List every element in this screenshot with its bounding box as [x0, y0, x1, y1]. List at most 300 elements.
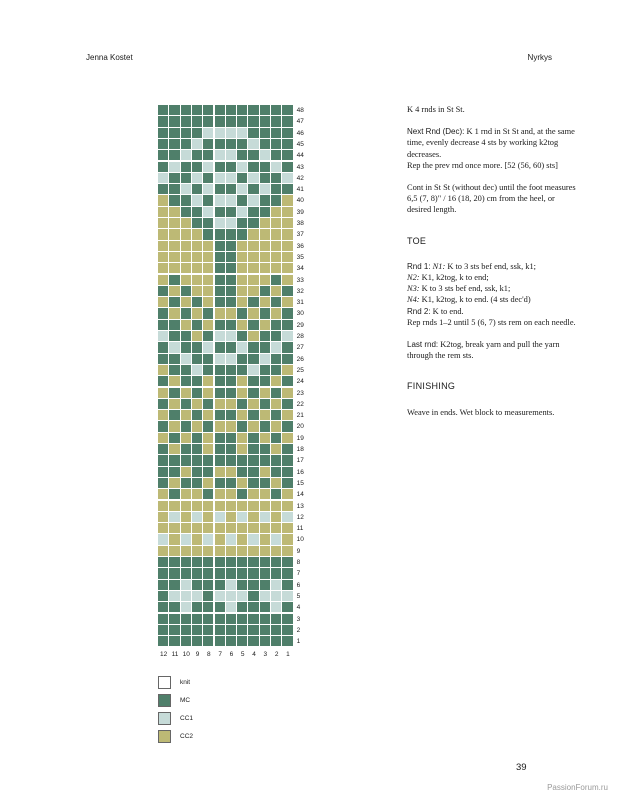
chart-cell	[271, 195, 282, 206]
chart-cell	[271, 331, 282, 342]
last-rnd-label: Last rnd:	[407, 340, 439, 350]
chart-cell	[203, 150, 214, 161]
chart-cell	[192, 320, 203, 331]
chart-cell	[237, 116, 248, 127]
chart-row-number: 25	[296, 366, 304, 374]
chart-cell	[260, 568, 271, 579]
chart-cell	[226, 433, 237, 444]
chart-cell	[271, 501, 282, 512]
chart-cell	[226, 207, 237, 218]
repeat-rnds-text: Rep rnds 1–2 until 5 (6, 7) sts rem on each needle.	[407, 317, 576, 327]
chart-column-number: 4	[252, 651, 256, 659]
chart-cell	[248, 501, 259, 512]
chart-cell	[169, 150, 180, 161]
chart-cell	[169, 354, 180, 365]
chart-cell	[203, 286, 214, 297]
chart-cell	[226, 512, 237, 523]
chart-cell	[215, 523, 226, 534]
chart-cell	[181, 173, 192, 184]
chart-cell	[226, 568, 237, 579]
chart-cell	[260, 444, 271, 455]
chart-cell	[271, 365, 282, 376]
chart-cell	[248, 173, 259, 184]
chart-cell	[226, 218, 237, 229]
chart-cell	[271, 376, 282, 387]
chart-cell	[215, 252, 226, 263]
chart-cell	[271, 399, 282, 410]
chart-cell	[181, 433, 192, 444]
chart-cell	[158, 342, 169, 353]
chart-row-number: 45	[296, 140, 304, 148]
chart-cell	[282, 139, 293, 150]
chart-cell	[215, 410, 226, 421]
chart-row-number: 18	[296, 446, 304, 453]
pattern-instructions	[407, 104, 577, 429]
chart-cell	[248, 275, 259, 286]
chart-cell	[169, 467, 180, 478]
chart-row-number: 37	[296, 231, 304, 239]
chart-cell	[169, 557, 180, 568]
chart-row-number: 5	[296, 592, 301, 600]
chart-cell	[271, 602, 282, 613]
chart-cell	[282, 263, 293, 274]
chart-cell	[226, 342, 237, 353]
chart-cell	[248, 421, 259, 432]
chart-cell	[215, 489, 226, 500]
chart-row-number: 46	[296, 129, 304, 137]
chart-cell	[203, 602, 214, 613]
chart-cell	[181, 478, 192, 489]
chart-cell	[158, 410, 169, 421]
chart-cell	[260, 105, 271, 116]
chart-cell	[226, 399, 237, 410]
chart-cell	[226, 489, 237, 500]
chart-cell	[282, 534, 293, 545]
chart-cell	[158, 489, 169, 500]
chart-cell	[260, 320, 271, 331]
chart-cell	[260, 534, 271, 545]
chart-cell	[158, 478, 169, 489]
chart-cell	[237, 139, 248, 150]
chart-cell	[237, 399, 248, 410]
chart-cell	[226, 523, 237, 534]
chart-cell	[271, 614, 282, 625]
chart-cell	[181, 602, 192, 613]
chart-cell	[226, 173, 237, 184]
chart-row-number: 48	[296, 107, 304, 114]
chart-cell	[248, 546, 259, 557]
chart-cell	[282, 546, 293, 557]
next-rnd-dec-text: K 1 rnd in St St and, at the same time, evenly decrease 4 sts by working k2tog decreases.	[407, 127, 575, 159]
chart-cell	[271, 308, 282, 319]
chart-cell	[248, 105, 259, 116]
chart-cell	[158, 128, 169, 139]
chart-cell	[237, 546, 248, 557]
chart-cell	[192, 557, 203, 568]
needle-2-label: N2:	[407, 273, 420, 283]
chart-row-number: 32	[296, 287, 304, 295]
chart-cell	[181, 286, 192, 297]
chart-cell	[215, 342, 226, 353]
chart-cell	[260, 467, 271, 478]
chart-cell	[181, 444, 192, 455]
chart-cell	[203, 546, 214, 557]
chart-cell	[248, 388, 259, 399]
chart-column-number: 8	[207, 651, 211, 659]
chart-cell	[181, 218, 192, 229]
chart-cell	[271, 150, 282, 161]
chart-cell	[158, 162, 169, 173]
chart-cell	[203, 568, 214, 579]
needle-3-label: N3:	[407, 284, 420, 294]
chart-cell	[181, 184, 192, 195]
chart-cell	[181, 207, 192, 218]
chart-row-number: 20	[296, 423, 304, 431]
chart-cell	[181, 455, 192, 466]
chart-cell	[215, 365, 226, 376]
chart-cell	[237, 331, 248, 342]
chart-cell	[181, 534, 192, 545]
chart-row-number: 28	[296, 333, 304, 340]
chart-cell	[282, 241, 293, 252]
chart-cell	[158, 636, 169, 647]
chart-cell	[203, 636, 214, 647]
chart-cell	[169, 331, 180, 342]
chart-cell	[158, 421, 169, 432]
chart-cell	[169, 195, 180, 206]
chart-cell	[169, 534, 180, 545]
chart-cell	[158, 523, 169, 534]
chart-column-number: 9	[195, 651, 200, 659]
chart-cell	[260, 308, 271, 319]
chart-cell	[203, 478, 214, 489]
chart-cell	[192, 207, 203, 218]
watermark: PassionForum.ru	[547, 783, 608, 792]
chart-cell	[271, 252, 282, 263]
chart-cell	[192, 546, 203, 557]
instruction-continue: Cont in St St (without dec) until the foot measures 6,5 (7, 8)" / 16 (18, 20) cm from the heel, or desired length.	[407, 183, 576, 215]
chart-cell	[271, 512, 282, 523]
chart-column-number: 12	[160, 651, 168, 659]
chart-cell	[181, 421, 192, 432]
chart-cell	[226, 229, 237, 240]
chart-cell	[215, 275, 226, 286]
chart-cell	[203, 399, 214, 410]
legend-swatch	[158, 712, 171, 725]
chart-cell	[248, 433, 259, 444]
chart-cell	[237, 128, 248, 139]
chart-cell	[260, 580, 271, 591]
chart-cell	[169, 523, 180, 534]
chart-cell	[260, 116, 271, 127]
chart-cell	[248, 128, 259, 139]
chart-cell	[226, 557, 237, 568]
chart-cell	[271, 184, 282, 195]
chart-row-number: 16	[296, 468, 304, 476]
chart-cell	[158, 399, 169, 410]
chart-column-number: 11	[171, 651, 179, 659]
chart-cell	[215, 218, 226, 229]
chart-cell	[158, 241, 169, 252]
chart-cell	[237, 591, 248, 602]
chart-cell	[158, 105, 169, 116]
chart-cell	[181, 365, 192, 376]
chart-cell	[215, 591, 226, 602]
toe-instructions	[407, 261, 577, 328]
chart-cell	[181, 195, 192, 206]
chart-cell	[248, 229, 259, 240]
chart-cell	[226, 128, 237, 139]
chart-cell	[271, 580, 282, 591]
chart-cell	[248, 534, 259, 545]
chart-cell	[248, 252, 259, 263]
chart-row-number: 38	[296, 220, 304, 227]
chart-cell	[215, 388, 226, 399]
chart-cell	[248, 455, 259, 466]
chart-cell	[192, 376, 203, 387]
chapter-title: Nyrkys	[527, 53, 552, 62]
chart-cell	[158, 207, 169, 218]
chart-cell	[237, 614, 248, 625]
chart-cell	[181, 150, 192, 161]
chart-cell	[158, 512, 169, 523]
chart-row-number: 21	[296, 412, 304, 420]
chart-cell	[237, 105, 248, 116]
chart-cell	[192, 286, 203, 297]
chart-cell	[260, 229, 271, 240]
chart-cell	[181, 614, 192, 625]
chart-row-number: 47	[296, 118, 304, 126]
chart-cell	[203, 625, 214, 636]
chart-cell	[282, 116, 293, 127]
chart-cell	[192, 625, 203, 636]
chart-cell	[226, 241, 237, 252]
chart-row-number: 26	[296, 355, 304, 363]
chart-cell	[226, 195, 237, 206]
chart-cell	[215, 433, 226, 444]
chart-cell	[169, 478, 180, 489]
chart-cell	[181, 229, 192, 240]
chart-cell	[226, 286, 237, 297]
chart-cell	[260, 433, 271, 444]
chart-cell	[260, 195, 271, 206]
chart-cell	[169, 286, 180, 297]
chart-cell	[260, 128, 271, 139]
chart-cell	[237, 195, 248, 206]
chart-cell	[158, 388, 169, 399]
chart-cell	[237, 467, 248, 478]
chart-cell	[226, 150, 237, 161]
chart-cell	[215, 173, 226, 184]
chart-cell	[192, 150, 203, 161]
chart-cell	[237, 478, 248, 489]
chart-cell	[282, 636, 293, 647]
chart-cell	[260, 523, 271, 534]
chart-row-number: 24	[296, 378, 304, 386]
chart-cell	[158, 501, 169, 512]
chart-cell	[203, 354, 214, 365]
chart-cell	[248, 241, 259, 252]
chart-cell	[181, 568, 192, 579]
chart-cell	[169, 241, 180, 252]
chart-cell	[169, 376, 180, 387]
chart-cell	[226, 636, 237, 647]
chart-cell	[248, 478, 259, 489]
chart-cell	[169, 410, 180, 421]
chart-cell	[158, 354, 169, 365]
chart-cell	[237, 534, 248, 545]
chart-cell	[203, 252, 214, 263]
chart-row-number: 41	[296, 186, 304, 194]
chart-cell	[215, 455, 226, 466]
chart-cell	[203, 128, 214, 139]
chart-cell	[181, 320, 192, 331]
chart-cell	[226, 162, 237, 173]
chart-cell	[237, 365, 248, 376]
chart-cell	[282, 207, 293, 218]
chart-cell	[158, 568, 169, 579]
chart-cell	[181, 331, 192, 342]
chart-cell	[215, 105, 226, 116]
chart-cell	[282, 421, 293, 432]
chart-cell	[248, 354, 259, 365]
chart-row-number: 9	[296, 547, 301, 555]
chart-row-number: 8	[296, 559, 301, 566]
chart-cell	[192, 354, 203, 365]
instruction-st-st: K 4 rnds in St St.	[407, 105, 465, 114]
chart-cell	[271, 263, 282, 274]
chart-cell	[215, 354, 226, 365]
chart-cell	[271, 286, 282, 297]
chart-cell	[158, 433, 169, 444]
chart-cell	[260, 342, 271, 353]
finishing-heading: FINISHING	[407, 381, 456, 392]
chart-cell	[158, 365, 169, 376]
chart-cell	[237, 388, 248, 399]
chart-cell	[158, 116, 169, 127]
chart-cell	[215, 263, 226, 274]
chart-cell	[192, 105, 203, 116]
chart-cell	[237, 354, 248, 365]
chart-cell	[226, 275, 237, 286]
chart-cell	[248, 162, 259, 173]
chart-cell	[282, 591, 293, 602]
chart-cell	[237, 263, 248, 274]
chart-cell	[237, 625, 248, 636]
chart-cell	[192, 229, 203, 240]
chart-cell	[248, 591, 259, 602]
chart-cell	[158, 263, 169, 274]
chart-cell	[203, 195, 214, 206]
chart-cell	[260, 184, 271, 195]
legend-swatch	[158, 676, 171, 689]
chart-cell	[248, 286, 259, 297]
chart-cell	[203, 489, 214, 500]
chart-cell	[169, 501, 180, 512]
chart-cell	[271, 534, 282, 545]
rnd2-label: Rnd 2:	[407, 306, 431, 316]
chart-cell	[271, 229, 282, 240]
chart-cell	[169, 207, 180, 218]
chart-cell	[282, 455, 293, 466]
next-rnd-dec-label: Next Rnd (Dec):	[407, 127, 465, 137]
chart-cell	[260, 410, 271, 421]
chart-cell	[203, 342, 214, 353]
chart-cell	[271, 455, 282, 466]
chart-row-number: 29	[296, 321, 304, 329]
chart-cell	[181, 625, 192, 636]
chart-cell	[271, 523, 282, 534]
chart-cell	[237, 636, 248, 647]
chart-column-number: 3	[263, 651, 268, 659]
chart-cell	[215, 444, 226, 455]
chart-cell	[282, 150, 293, 161]
chart-cell	[282, 184, 293, 195]
legend-swatch	[158, 694, 171, 707]
chart-cell	[203, 320, 214, 331]
chart-cell	[192, 580, 203, 591]
chart-cell	[169, 546, 180, 557]
chart-cell	[181, 580, 192, 591]
chart-cell	[282, 229, 293, 240]
chart-cell	[237, 308, 248, 319]
chart-cell	[282, 195, 293, 206]
chart-cell	[181, 241, 192, 252]
chart-cell	[203, 365, 214, 376]
chart-cell	[248, 467, 259, 478]
needle-1-label: N1:	[432, 261, 446, 271]
chart-cell	[215, 128, 226, 139]
needle-2-text: K1, k2tog, k to end;	[419, 273, 489, 283]
chart-cell	[248, 297, 259, 308]
last-rnd-instruction	[407, 339, 577, 361]
chart-cell	[181, 410, 192, 421]
chart-cell	[271, 444, 282, 455]
chart-row-number: 14	[296, 491, 304, 499]
chart-cell	[181, 275, 192, 286]
chart-cell	[203, 591, 214, 602]
chart-cell	[271, 241, 282, 252]
chart-cell	[215, 421, 226, 432]
chart-row-number: 34	[296, 265, 304, 273]
chart-cell	[192, 591, 203, 602]
chart-cell	[237, 455, 248, 466]
chart-cell	[203, 444, 214, 455]
chart-cell	[226, 365, 237, 376]
chart-cell	[158, 331, 169, 342]
chart-cell	[282, 297, 293, 308]
chart-cell	[215, 162, 226, 173]
chart-cell	[260, 399, 271, 410]
chart-cell	[215, 602, 226, 613]
chart-cell	[282, 275, 293, 286]
chart-cell	[169, 218, 180, 229]
chart-cell	[271, 218, 282, 229]
chart-cell	[158, 184, 169, 195]
chart-cell	[248, 207, 259, 218]
chart-cell	[158, 218, 169, 229]
chart-cell	[215, 331, 226, 342]
chart-cell	[248, 557, 259, 568]
chart-cell	[271, 546, 282, 557]
chart-cell	[169, 365, 180, 376]
chart-cell	[226, 602, 237, 613]
chart-row-number: 13	[296, 502, 304, 510]
chart-cell	[248, 568, 259, 579]
chart-cell	[192, 512, 203, 523]
chart-cell	[181, 399, 192, 410]
chart-cell	[169, 116, 180, 127]
